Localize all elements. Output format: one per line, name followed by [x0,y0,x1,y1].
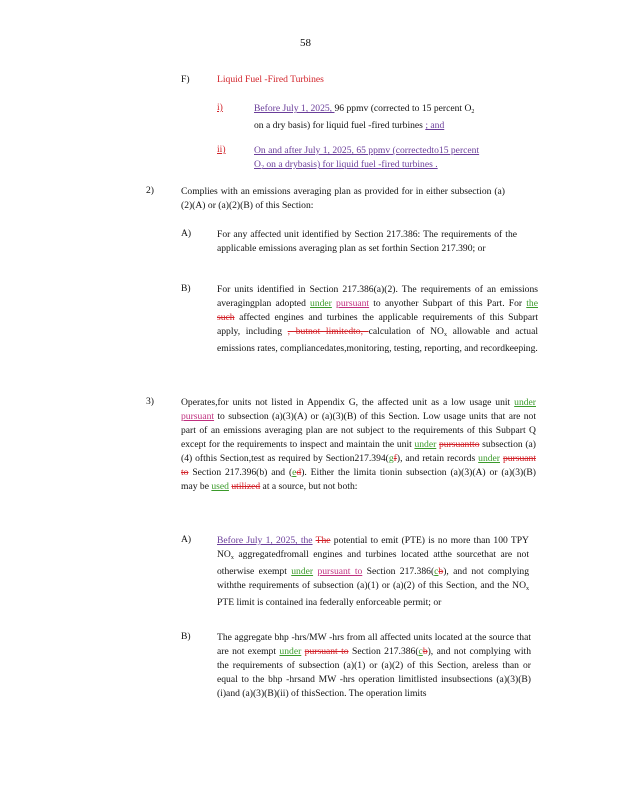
inserted-text: under [310,298,332,309]
deleted-text: , butnot limitedto, [287,326,369,337]
paragraph-F-ii: On and after July 1, 2025, 65 ppmv (correctedto15 percent $O_2$ on a drybasis) for liquid fuel -fired turbines . [254,145,480,171]
inserted-text: the [526,298,538,309]
item-label-2: 2) [146,185,154,196]
inserted-text: Before July 1, 2025, [254,103,335,114]
deleted-text: d [296,467,302,478]
inserted-text: under [514,397,536,408]
inserted-text: pursuant [181,411,215,422]
inserted-text: c [434,566,439,577]
paragraph-2-A: For any affected unit identified by Section 217.386: The requirements of the applicable emissions averaging plan as set forthin Section 217.390; or [217,229,517,254]
deleted-text: b [422,646,428,657]
item-label-3-A: A) [181,534,192,545]
paragraph-2: Complies with an emissions averaging plan as provided for in either subsection (a)(2)(A) or (a)(2)(B) of this Section: [181,186,505,211]
deleted-text: utilized [231,481,261,492]
inserted-text: under [291,566,314,577]
item-label-F-ii: ii) [217,144,226,155]
page-number: 58 [300,37,311,49]
inserted-text: c [418,646,423,657]
inserted-text: g [388,453,394,464]
deleted-text: pursuantto [438,439,480,450]
inserted-text: under [279,646,302,657]
item-label-3-B: B) [181,631,191,642]
deleted-text: b [438,566,444,577]
paragraph-3-A: Before July 1, 2025, the The potential to emit (PTE) is no more than 100 TPY $NO_x$ aggregatedfromall engines and turbines located atthe sourcethat are not otherwise exempt under pursuant to Section 217.386(cb), and not complying withthe requirements of subsection (a)(1) or (a)(2) of this Section, and the $NO_x$ PTE limit is contained ina federally enforceable permit; or [217,535,530,608]
paragraph-3: Operates,for units not listed in Appendix G, the affected unit as a low usage unit under pursuant to subsection (a)(3)(A) or (a)(3)(B) of this Section. Low usage units that are not part of an emissions averaging plan are not subject to the requirements of this Subpart Q except for the requirements to inspect and maintain the unit under pursuantto subsection (a)(4) ofthis Section,test as required by Section217.394(gf), and retain records under pursuant to Section 217.396(b) and (ed). Either the limita tionin subsection (a)(3)(A) or (a)(3)(B) may be used utilized at a source, but not both: [181,397,536,492]
deleted-text: f [393,453,397,464]
item-label-2-A: A) [181,228,192,239]
deleted-text: pursuant to [304,646,349,657]
inserted-text: pursuant [336,298,370,309]
inserted-text: under [414,439,437,450]
deleted-text: The [315,535,331,546]
item-label-F-i: i) [217,102,223,113]
paragraph-2-B: For units identified in Section 217.386(a)(2). The requirements of an emissions averagingplan adopted under pursuant to anyother Subpart of this Part. For the such affected engines and turbines the applicable requirements of this Subpart apply, including , butnot limitedto, calculation of $NO_x$ allowable and actual emissions rates, compliancedates,monitoring, testing, reporting, and recordkeeping. [217,284,539,354]
heading-liquid-fuel-turbines: Liquid Fuel -Fired Turbines [217,74,324,85]
inserted-text: used [211,481,229,492]
inserted-text: Before July 1, 2025, the [217,535,313,546]
paragraph-F-i: Before July 1, 2025, 96 ppmv (corrected to 15 percent $O_2$ on a dry basis) for liquid fuel -fired turbines ; and [254,103,475,131]
inserted-text: ; and [425,120,445,131]
item-label-3: 3) [146,396,154,407]
item-label-2-B: B) [181,283,191,294]
inserted-text: under [478,453,500,464]
inserted-text: e [292,467,297,478]
item-label-F: F) [181,74,190,85]
inserted-text: pursuant to [317,566,363,577]
deleted-text: such [217,312,235,323]
paragraph-3-B: The aggregate bhp -hrs/MW -hrs from all affected units located at the source that are not exempt under pursuant to Section 217.386(cb), and not complying with the requirements of subsection (a)(1) or (a)(2) of this Section, areless than or equal to the bhp -hrsand MW -hrs operation limitlisted insubsections (a)(3)(B)(i)and (a)(3)(B)(ii) of thisSection. The operation limits [217,632,532,699]
deleted-text: pursuant to [181,453,536,478]
